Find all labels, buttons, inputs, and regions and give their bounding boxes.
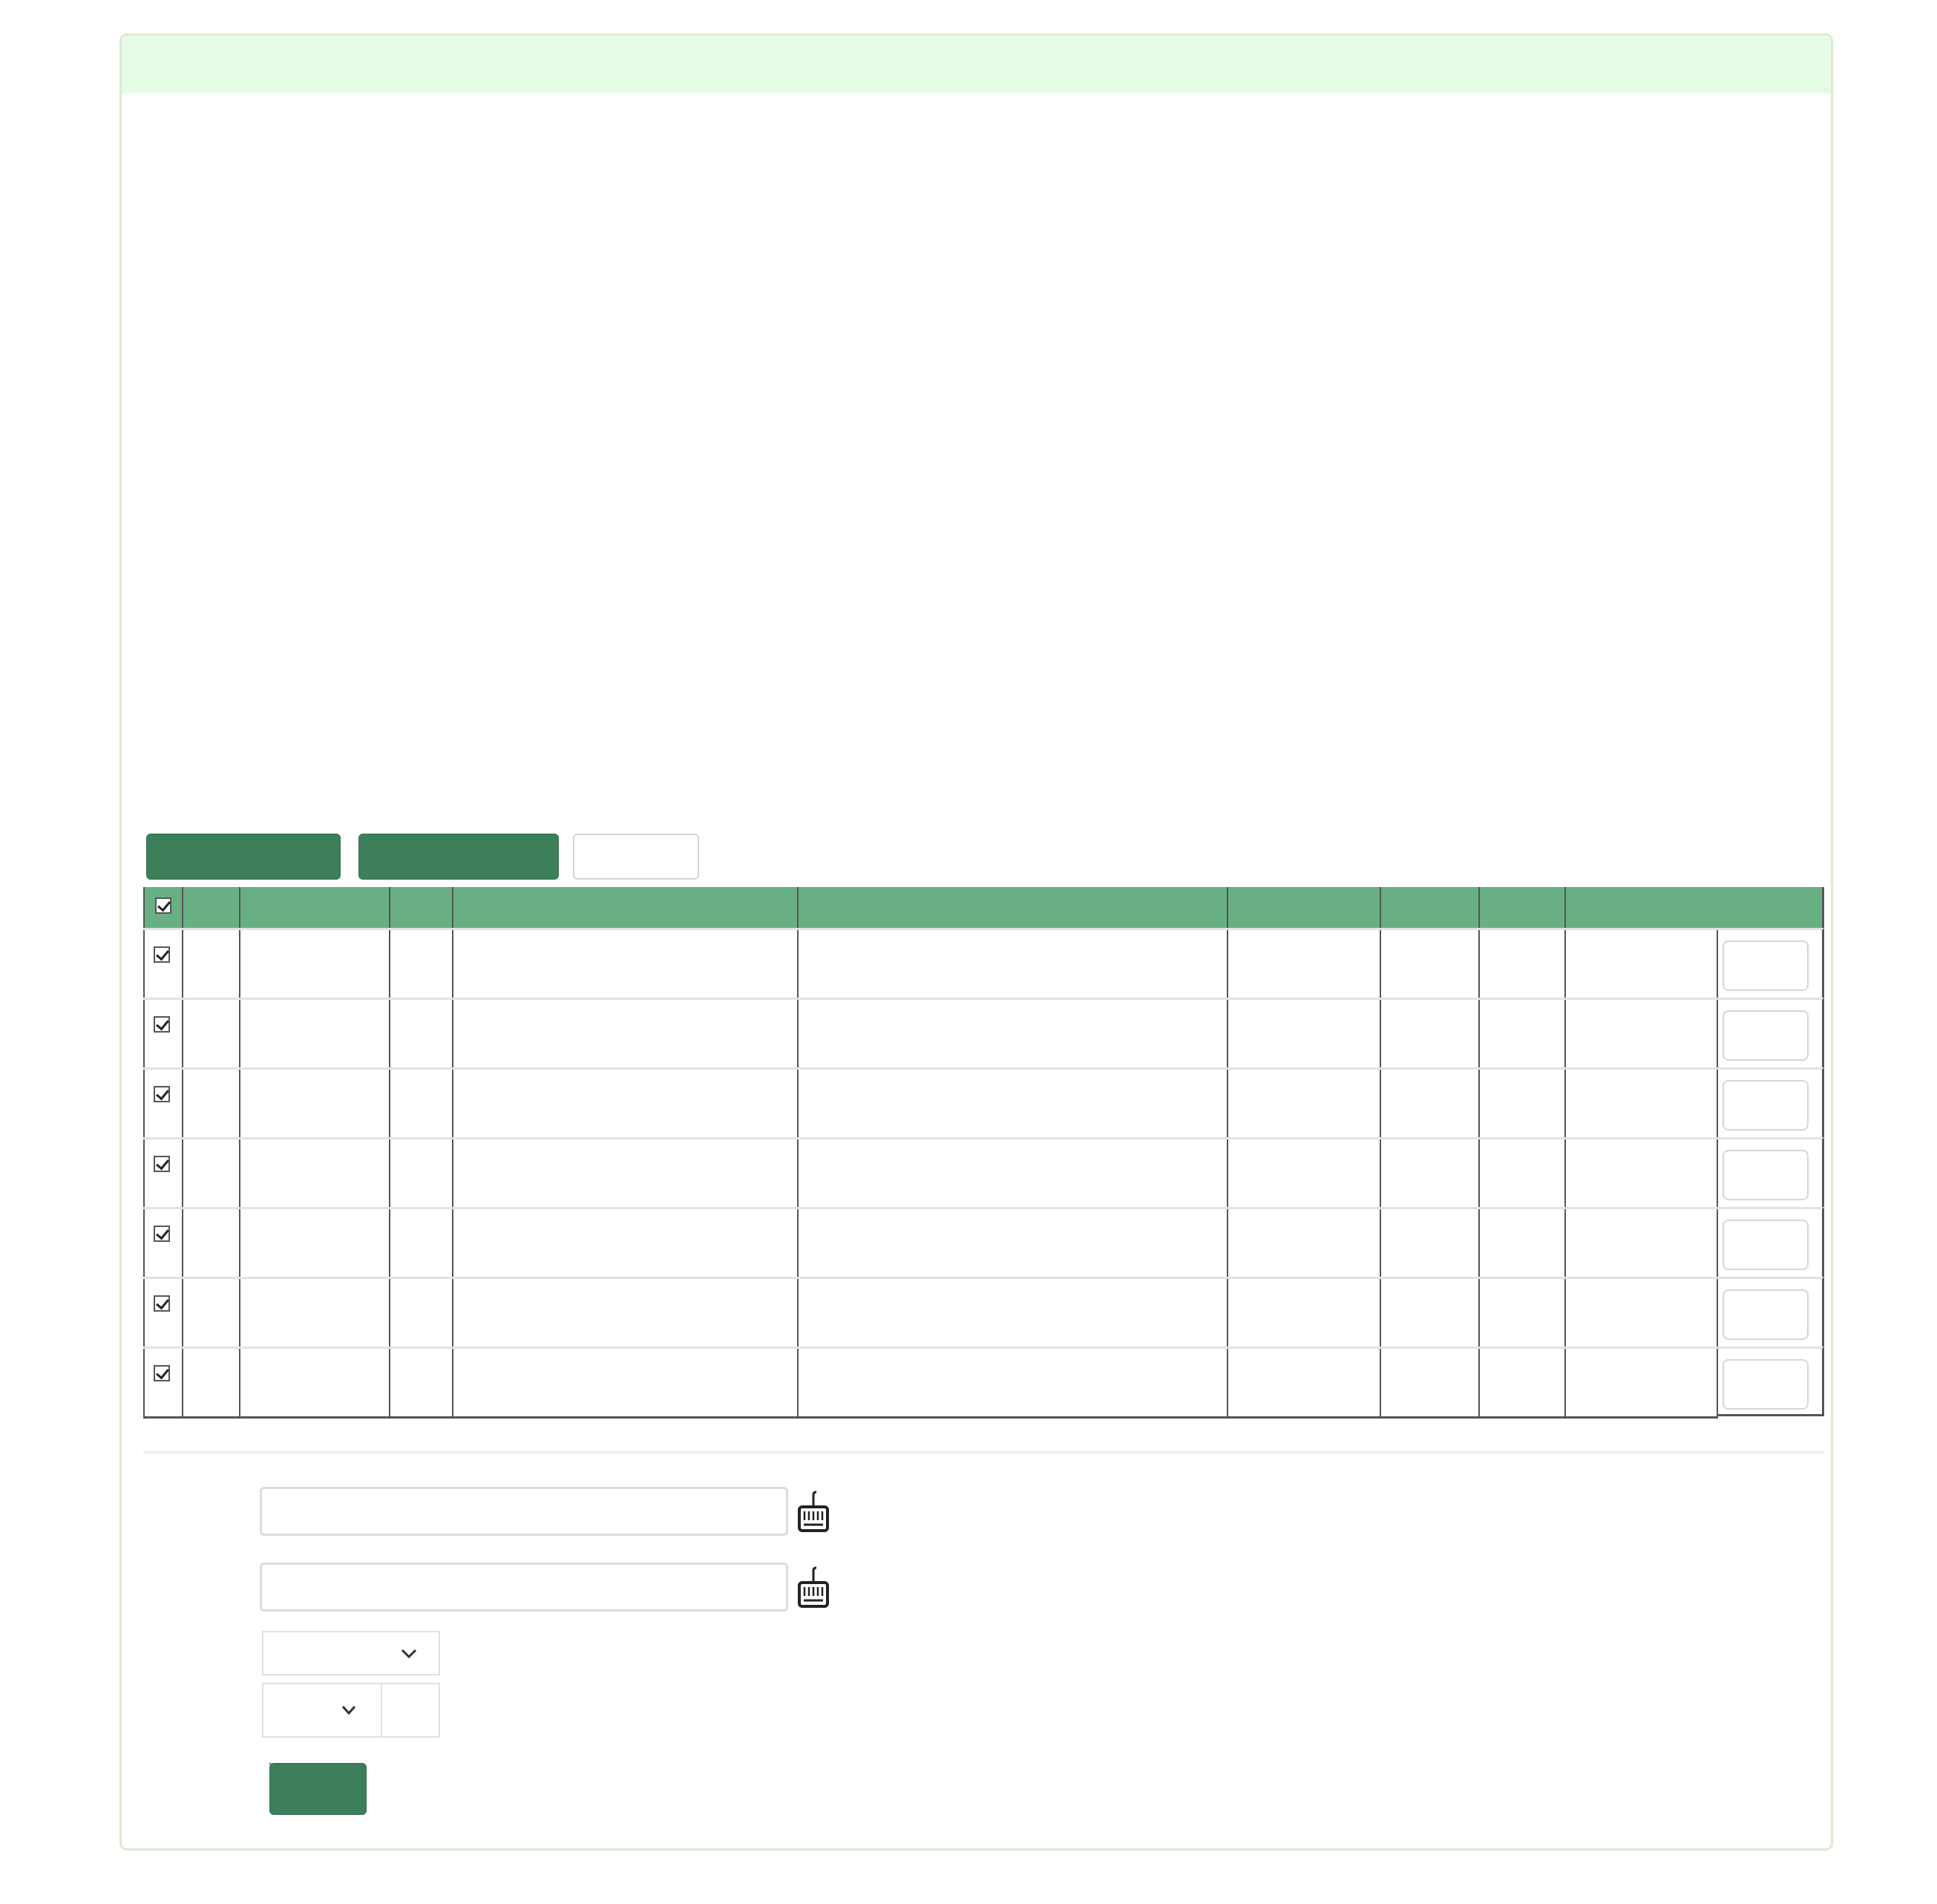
cell-waiting xyxy=(1479,1139,1565,1208)
cell-publisher xyxy=(1228,1208,1380,1278)
column-title xyxy=(453,887,798,929)
cell-publisher xyxy=(1228,1069,1380,1139)
cell-waiting xyxy=(1479,1069,1565,1139)
delete-cell xyxy=(1717,998,1824,1067)
cell-material xyxy=(390,929,453,999)
cell-year xyxy=(1380,1278,1479,1348)
delete-row-button[interactable] xyxy=(1723,1150,1809,1200)
keyboard-icon[interactable] xyxy=(798,1566,829,1609)
cell-publisher xyxy=(1228,1278,1380,1348)
cell-no xyxy=(183,929,240,999)
column-waiting xyxy=(1479,887,1565,929)
cell-record-no xyxy=(240,929,390,999)
cell-record-no xyxy=(240,1069,390,1139)
row-checkbox[interactable] xyxy=(144,929,183,999)
column-record-no xyxy=(240,887,390,929)
delete-row-button[interactable] xyxy=(1723,1010,1809,1061)
checkbox-checked-icon xyxy=(154,1295,170,1312)
checkbox-checked-icon xyxy=(154,946,170,963)
column-year xyxy=(1380,887,1479,929)
table-header-row xyxy=(144,887,1717,929)
column-material xyxy=(390,887,453,929)
checkbox-checked-icon xyxy=(154,1226,170,1242)
cell-publisher xyxy=(1228,929,1380,999)
cell-author xyxy=(798,1208,1228,1278)
cell-title xyxy=(453,929,798,999)
cell-material xyxy=(390,1348,453,1418)
table-row xyxy=(144,1139,1717,1208)
delete-cell xyxy=(1717,1137,1824,1207)
cell-author xyxy=(798,1139,1228,1208)
delete-cell xyxy=(1717,1067,1824,1137)
cell-no xyxy=(183,1069,240,1139)
column-series xyxy=(1565,887,1717,929)
cell-no xyxy=(183,1348,240,1418)
cell-material xyxy=(390,1069,453,1139)
delete-cell xyxy=(1717,928,1824,998)
cell-series xyxy=(1565,1139,1717,1208)
cell-record-no xyxy=(240,1208,390,1278)
select-divider xyxy=(381,1684,382,1736)
cell-year xyxy=(1380,999,1479,1069)
cell-author xyxy=(798,1069,1228,1139)
cell-series xyxy=(1565,999,1717,1069)
cell-title xyxy=(453,1069,798,1139)
checkbox-checked-icon xyxy=(155,897,171,914)
checkbox-checked-icon xyxy=(154,1016,170,1033)
row-checkbox[interactable] xyxy=(144,1278,183,1348)
cell-material xyxy=(390,1278,453,1348)
delete-cell xyxy=(1717,1277,1824,1347)
cell-author xyxy=(798,1278,1228,1348)
cell-record-no xyxy=(240,999,390,1069)
column-no xyxy=(183,887,240,929)
checkbox-checked-icon xyxy=(154,1365,170,1381)
cell-record-no xyxy=(240,1139,390,1208)
cell-material xyxy=(390,1208,453,1278)
cell-material xyxy=(390,1139,453,1208)
unused-120 xyxy=(269,1763,271,1764)
cell-no xyxy=(183,1278,240,1348)
cell-publisher xyxy=(1228,1139,1380,1208)
cell-waiting xyxy=(1479,929,1565,999)
cell-waiting xyxy=(1479,1278,1565,1348)
delete-cell xyxy=(1717,1207,1824,1277)
row-checkbox[interactable] xyxy=(144,1348,183,1418)
cell-year xyxy=(1380,929,1479,999)
select-all-checkbox[interactable] xyxy=(144,887,183,929)
cell-publisher xyxy=(1228,999,1380,1069)
series-reserve-set-button[interactable] xyxy=(146,834,341,880)
password-field[interactable] xyxy=(260,1563,788,1612)
delete-row-button[interactable] xyxy=(1723,1359,1809,1410)
delete-row-button[interactable] xyxy=(1723,1220,1809,1270)
cell-year xyxy=(1380,1208,1479,1278)
cell-series xyxy=(1565,1069,1717,1139)
table-row xyxy=(144,1208,1717,1278)
chevron-down-icon xyxy=(401,1649,417,1659)
submit-button-spacer xyxy=(269,1763,367,1815)
table-row xyxy=(144,1348,1717,1418)
cell-record-no xyxy=(240,1348,390,1418)
delete-cell xyxy=(1717,1347,1824,1416)
row-checkbox[interactable] xyxy=(144,1069,183,1139)
reservation-table xyxy=(143,887,1718,1419)
cell-no xyxy=(183,1208,240,1278)
card-number-input[interactable] xyxy=(278,1499,786,1523)
cell-no xyxy=(183,999,240,1069)
contact-method-select[interactable] xyxy=(262,1683,440,1738)
cell-title xyxy=(453,1278,798,1348)
cell-author xyxy=(798,999,1228,1069)
cell-series xyxy=(1565,1278,1717,1348)
cell-series xyxy=(1565,929,1717,999)
delete-row-button[interactable] xyxy=(1723,1080,1809,1131)
table-row xyxy=(144,929,1717,999)
row-checkbox[interactable] xyxy=(144,1208,183,1278)
cell-material xyxy=(390,999,453,1069)
table-row xyxy=(144,1278,1717,1348)
chevron-down-icon xyxy=(341,1705,356,1715)
bulk-delete-button[interactable] xyxy=(573,834,699,880)
password-input[interactable] xyxy=(278,1575,786,1599)
checkbox-checked-icon xyxy=(154,1156,170,1172)
cell-title xyxy=(453,1208,798,1278)
column-delete xyxy=(1717,887,1824,928)
pickup-library-select[interactable] xyxy=(262,1631,440,1675)
cell-author xyxy=(798,929,1228,999)
panel-header xyxy=(122,36,1831,94)
delete-column xyxy=(1717,887,1824,1416)
cell-no xyxy=(183,1139,240,1208)
delete-row-button[interactable] xyxy=(1723,940,1809,991)
cell-publisher xyxy=(1228,1348,1380,1418)
section-divider xyxy=(143,1451,1824,1453)
cell-title xyxy=(453,999,798,1069)
column-publisher xyxy=(1228,887,1380,929)
cell-series xyxy=(1565,1348,1717,1418)
cell-title xyxy=(453,1139,798,1208)
row-checkbox[interactable] xyxy=(144,999,183,1069)
table-row xyxy=(144,1069,1717,1139)
checkbox-checked-icon xyxy=(154,1086,170,1102)
card-number-field[interactable] xyxy=(260,1487,788,1536)
cell-record-no xyxy=(240,1278,390,1348)
cell-year xyxy=(1380,1069,1479,1139)
cell-year xyxy=(1380,1139,1479,1208)
cell-waiting xyxy=(1479,1348,1565,1418)
delete-row-button[interactable] xyxy=(1723,1289,1809,1340)
cell-year xyxy=(1380,1348,1479,1418)
row-checkbox[interactable] xyxy=(144,1139,183,1208)
cell-title xyxy=(453,1348,798,1418)
keyboard-icon[interactable] xyxy=(798,1491,829,1534)
cell-series xyxy=(1565,1208,1717,1278)
cell-waiting xyxy=(1479,999,1565,1069)
cell-waiting xyxy=(1479,1208,1565,1278)
table-row xyxy=(144,999,1717,1069)
column-author xyxy=(798,887,1228,929)
cell-author xyxy=(798,1348,1228,1418)
series-reserve-unset-button[interactable] xyxy=(358,834,559,880)
